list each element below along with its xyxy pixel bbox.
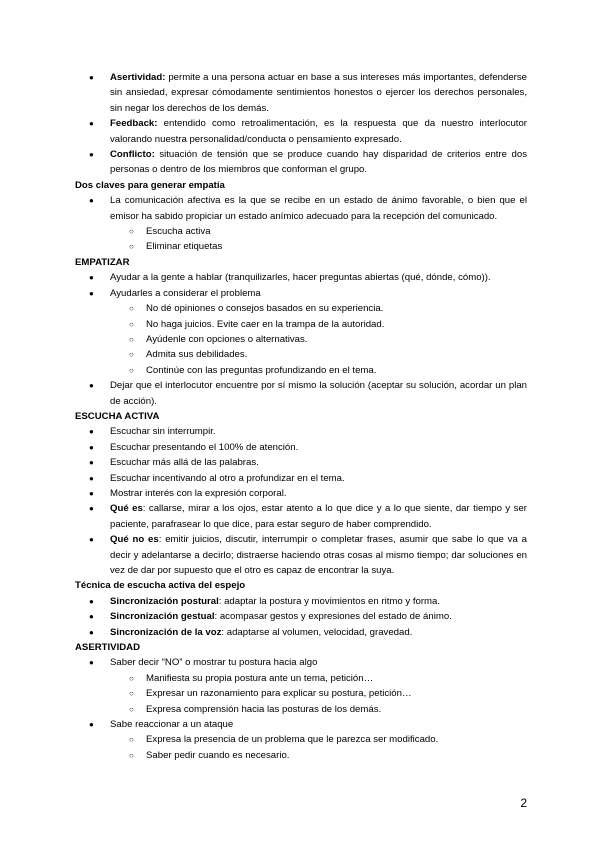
definition-text: entendido como retroalimentación, es la respuesta que da nuestro interlocutor valorando nuestra personalidad/conducta o pensamiento expresado. (110, 118, 527, 145)
list-item: ● Dejar que el interlocutor encuentre por sí mismo la solución (aceptar su solución, acordar un plan de acción). (75, 378, 527, 409)
definitions-list (75, 70, 527, 178)
section-heading-empatia: Dos claves para generar empatía (75, 179, 225, 191)
escucha-list (75, 424, 527, 578)
term-que-es: Qué es (110, 503, 143, 515)
list-item (75, 147, 527, 178)
empatizar-list (75, 270, 527, 409)
definition-text: permite a una persona actuar en base a sus intereses más importantes, defenderse sin ansiedad, expresar cómodamente sentimientos honestos o ejercer los derechos personales, sin negar los derechos de los demás. (110, 72, 527, 114)
definition-text: : acompasar gestos y expresiones del estado de ánimo. (214, 611, 452, 623)
definition-text: : adaptar la postura y movimientos en ritmo y forma. (218, 595, 441, 607)
list-item: ● Sabe reaccionar a un ataque (75, 717, 527, 732)
list-item: ● Saber decir “NO” o mostrar tu postura hacia algo (75, 655, 527, 670)
sub-list-item: ○ Admita sus debilidades. (75, 347, 527, 362)
list-item (75, 116, 527, 147)
list-item: ● Escuchar más allá de las palabras. (75, 455, 527, 470)
section-heading-asertividad: ASERTIVIDAD (75, 642, 141, 654)
sub-list-item: ○ Expresa la presencia de un problema que le parezca ser modificado. (75, 732, 527, 747)
list-item: ● Escuchar presentando el 100% de atención. (75, 440, 527, 455)
sub-list-item: ○ Expresa comprensión hacia las posturas de los demás. (75, 702, 527, 717)
sub-list-item: ○ Continúe con las preguntas profundizando en el tema. (75, 363, 527, 378)
list-item (75, 594, 527, 609)
term-sincronizacion-gestual: Sincronización gestual (110, 611, 215, 623)
list-item: ● La comunicación afectiva es la que se recibe en un estado de ánimo favorable, o bien que el emisor ha sabido propiciar un estado anímico adecuado para la recepción del comunicado. (75, 193, 527, 224)
sub-list-item: ○ Expresar un razonamiento para explicar su postura, petición… (75, 686, 527, 701)
sub-list-item: ○ Eliminar etiquetas (75, 239, 527, 254)
page-number: 2 (520, 796, 527, 810)
sub-list-item: ○ Ayúdenle con opciones o alternativas. (75, 332, 527, 347)
list-item: ● Mostrar interés con la expresión corporal. (75, 486, 527, 501)
list-item (75, 532, 527, 578)
term-sincronizacion-postural: Sincronización postural (110, 595, 219, 607)
list-item (75, 70, 527, 116)
espejo-list (75, 594, 527, 640)
empatia-list (75, 193, 527, 255)
sub-list-item: ○ No dé opiniones o consejos basados en su experiencia. (75, 301, 527, 316)
definition-text: : emitir juicios, discutir, interrumpir o completar frases, asumir que sabe lo que va a decir y adelantarse a decirlo; distraerse haciendo otras cosas al mismo tiempo; dar soluciones en vez de dar por supuesto que el otro es capaz de encontrar la suya. (110, 534, 527, 576)
sub-list-item: ○ Manifiesta su propia postura ante un tema, petición… (75, 671, 527, 686)
sub-list-item: ○ Escucha activa (75, 224, 527, 239)
list-item (75, 501, 527, 532)
list-item: ● Escuchar sin interrumpir. (75, 424, 527, 439)
sub-list-item: ○ No haga juicios. Evite caer en la trampa de la autoridad. (75, 317, 527, 332)
list-item (75, 625, 527, 640)
asertividad-list (75, 655, 527, 763)
section-heading-empatizar: EMPATIZAR (75, 256, 130, 268)
term-asertividad: Asertividad: (110, 72, 166, 83)
term-que-no-es: Qué no es (110, 534, 159, 546)
definition-text: : callarse, mirar a los ojos, estar atento a lo que dice y a lo que siente, dar tiempo y ser paciente, parafrasear lo que dice, para estar seguro de haber comprendido. (110, 503, 527, 530)
term-conflicto: Conflicto: (110, 149, 155, 161)
list-item: ● Ayudar a la gente a hablar (tranquilizarles, hacer preguntas abiertas (qué, dónde, cómo)). (75, 270, 527, 285)
list-item: ● Escuchar incentivando al otro a profundizar en el tema. (75, 471, 527, 486)
list-item: ● Ayudarles a considerar el problema (75, 286, 527, 301)
term-sincronizacion-voz: Sincronización de la voz (110, 626, 222, 638)
list-item (75, 609, 527, 624)
sub-list-item: ○ Saber pedir cuando es necesario. (75, 748, 527, 763)
section-heading-espejo: Técnica de escucha activa del espejo (75, 580, 246, 592)
section-heading-escucha-activa: ESCUCHA ACTIVA (75, 410, 160, 422)
definition-text: : adaptarse al volumen, velocidad, gravedad. (221, 626, 413, 638)
term-feedback: Feedback: (110, 118, 158, 130)
page-content (75, 70, 527, 763)
definition-text: situación de tensión que se produce cuando hay disparidad de criterios entre dos personas o dentro de los miembros que conforman el grupo. (110, 149, 527, 176)
